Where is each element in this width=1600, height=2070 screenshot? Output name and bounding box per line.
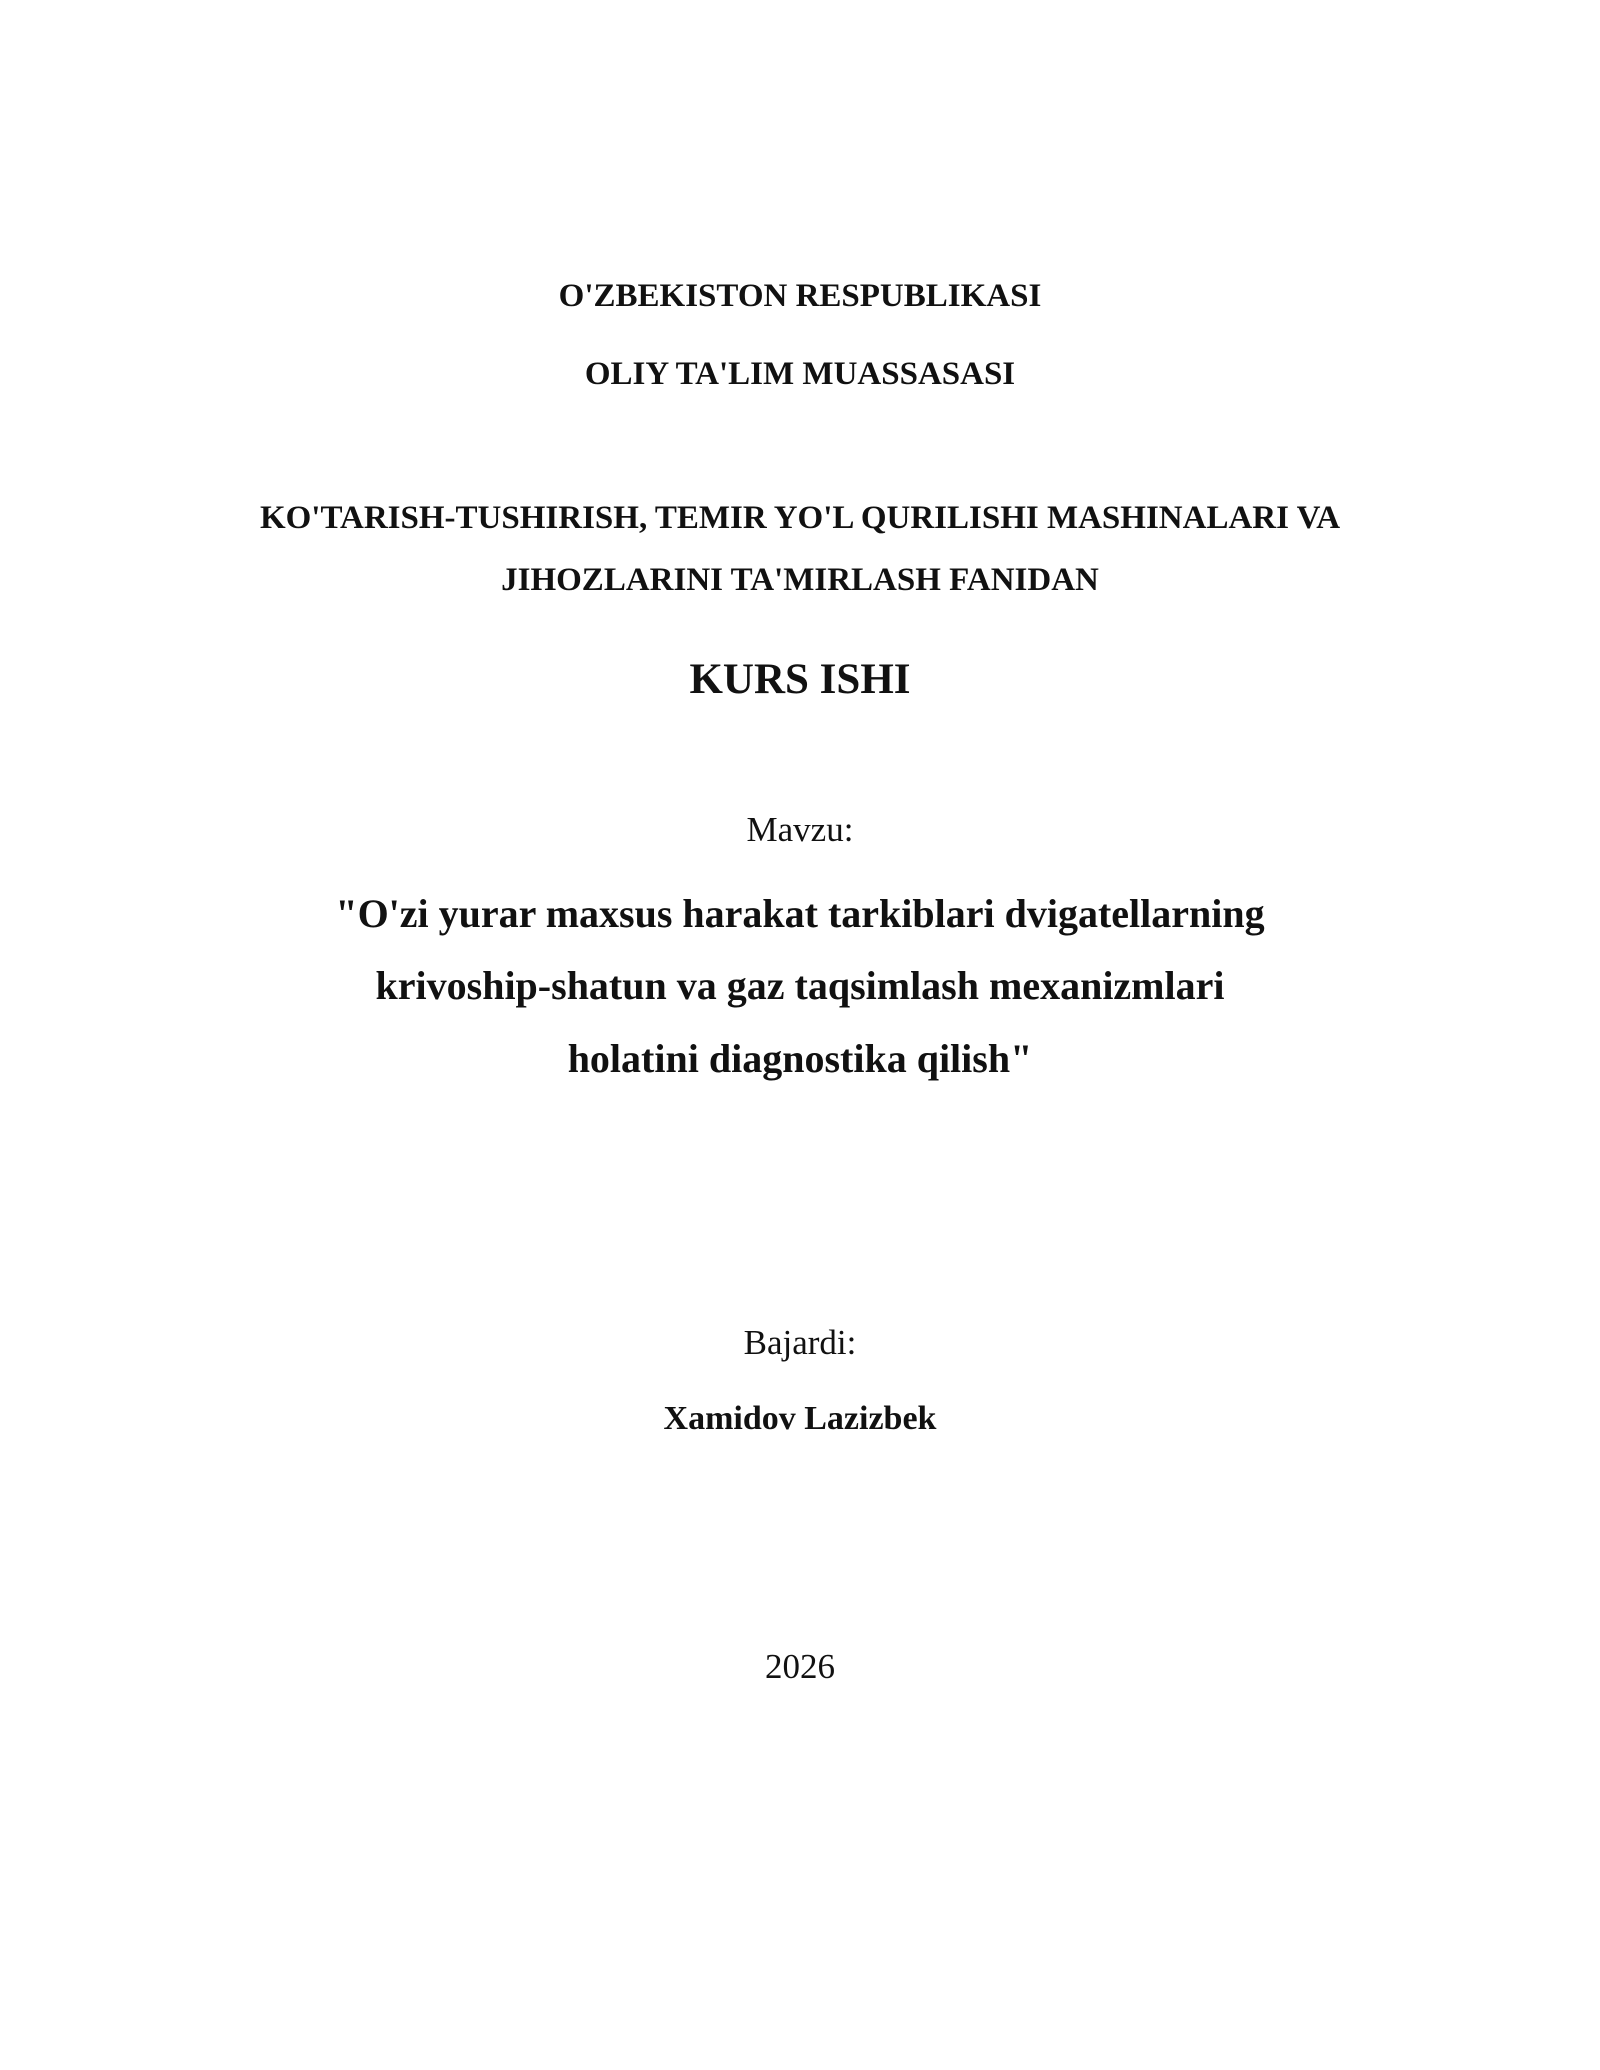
subject-line-1: KO'TARISH-TUSHIRISH, TEMIR YO'L QURILISHI MASHINALARI VA [259,500,1341,536]
institution-name: OLIY TA'LIM MUASSASASI [584,356,1016,392]
author-label: Bajardi: [743,1323,857,1362]
topic-label: Mavzu: [746,810,854,849]
subject-line-2: JIHOZLARINI TA'MIRLASH FANIDAN [501,562,1099,598]
topic-line-2: krivoship-shatun va gaz taqsimlash mexanizmlari [375,963,1225,1008]
topic-line-3: holatini diagnostika qilish" [567,1036,1033,1081]
work-type-title: KURS ISHI [689,656,911,703]
author-name: Xamidov Lazizbek [663,1400,937,1437]
year: 2026 [765,1647,835,1686]
country-name: O'ZBEKISTON RESPUBLIKASI [558,278,1042,314]
topic-line-1: "O'zi yurar maxsus harakat tarkiblari dvigatellarning [335,891,1265,936]
